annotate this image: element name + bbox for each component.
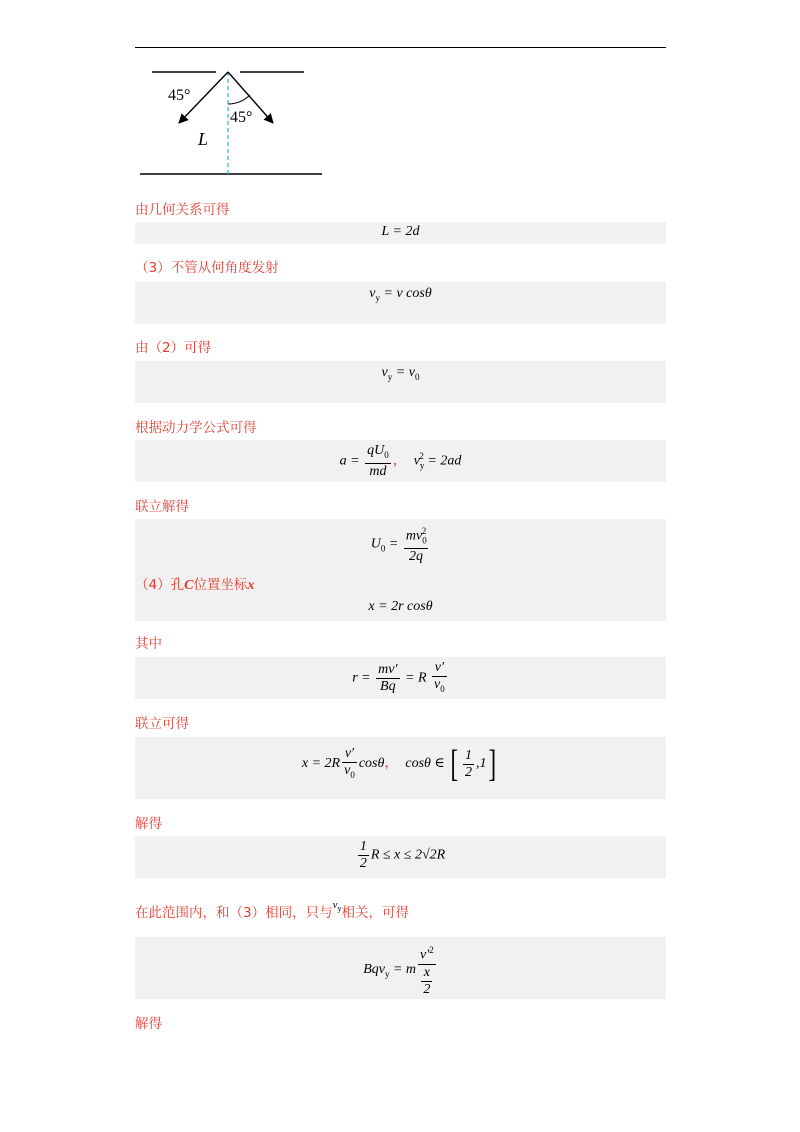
note-solve-1: 解得 <box>135 816 162 832</box>
angle-label-right: 45° <box>230 109 253 126</box>
equation-x-2rcos: x = 2r cosθ <box>368 599 433 614</box>
equation-vy-vcos: $v_y = v$ cosθ <box>369 286 432 303</box>
equation-acceleration: a = $\frac{qU_0}{md}$ ， $v_y^2 = 2ad$ <box>339 443 462 479</box>
geometry-figure <box>140 60 330 180</box>
note-hole-position: （4）孔C位置坐标x <box>135 577 255 593</box>
equation-box-1 <box>135 222 666 244</box>
equation-box-8 <box>135 737 666 799</box>
note-solve-2: 解得 <box>135 1016 162 1032</box>
equation-x-bounds: $\frac{1}{2}$ R ≤ x ≤ 2√2R <box>359 839 446 871</box>
equation-box-2 <box>135 282 666 324</box>
equation-l-2d: L = 2d <box>381 224 420 239</box>
angle-arc <box>228 95 250 104</box>
note-where: 其中 <box>135 636 162 652</box>
note-geometry: 由几何关系可得 <box>135 202 230 218</box>
equation-box-7 <box>135 657 666 699</box>
note-in-range: 在此范围内，和（3）相同，只与$^{v_y}$相关，可得 <box>135 899 409 921</box>
equation-box-5 <box>135 519 666 621</box>
angle-label-left: 45° <box>168 87 191 104</box>
equation-lorentz-force: Bqv$_y$ = m $\frac{v'^2}{\frac{x}{2}}$ <box>135 942 666 998</box>
equation-box-10 <box>135 937 666 999</box>
equation-radius: r = $\frac{mv'}{Bq}$ = R $\frac{v'}{v_0}$ <box>352 660 445 694</box>
note-from-2: 由（2）可得 <box>135 340 212 356</box>
note-dynamics: 根据动力学公式可得 <box>135 420 257 436</box>
note-any-angle: （3）不管从何角度发射 <box>135 260 279 276</box>
equation-box-9 <box>135 836 666 878</box>
equation-box-3 <box>135 361 666 403</box>
equation-x-range-cos: x = 2R $\frac{v'}{v_0}$ cosθ， cosθ ∈ [ $\frac{1}{2}$ ,1] <box>301 743 497 785</box>
equation-box-4 <box>135 440 666 482</box>
equation-u0: $U_0$ = $\frac{mv_0^2}{2q}$ <box>135 523 666 565</box>
note-combine: 联立可得 <box>135 716 189 732</box>
note-combine-solve: 联立解得 <box>135 499 189 515</box>
equation-vy-v0: $v_y = v_0$ <box>381 365 420 382</box>
length-label: L <box>198 129 209 149</box>
header-rule <box>135 47 666 48</box>
